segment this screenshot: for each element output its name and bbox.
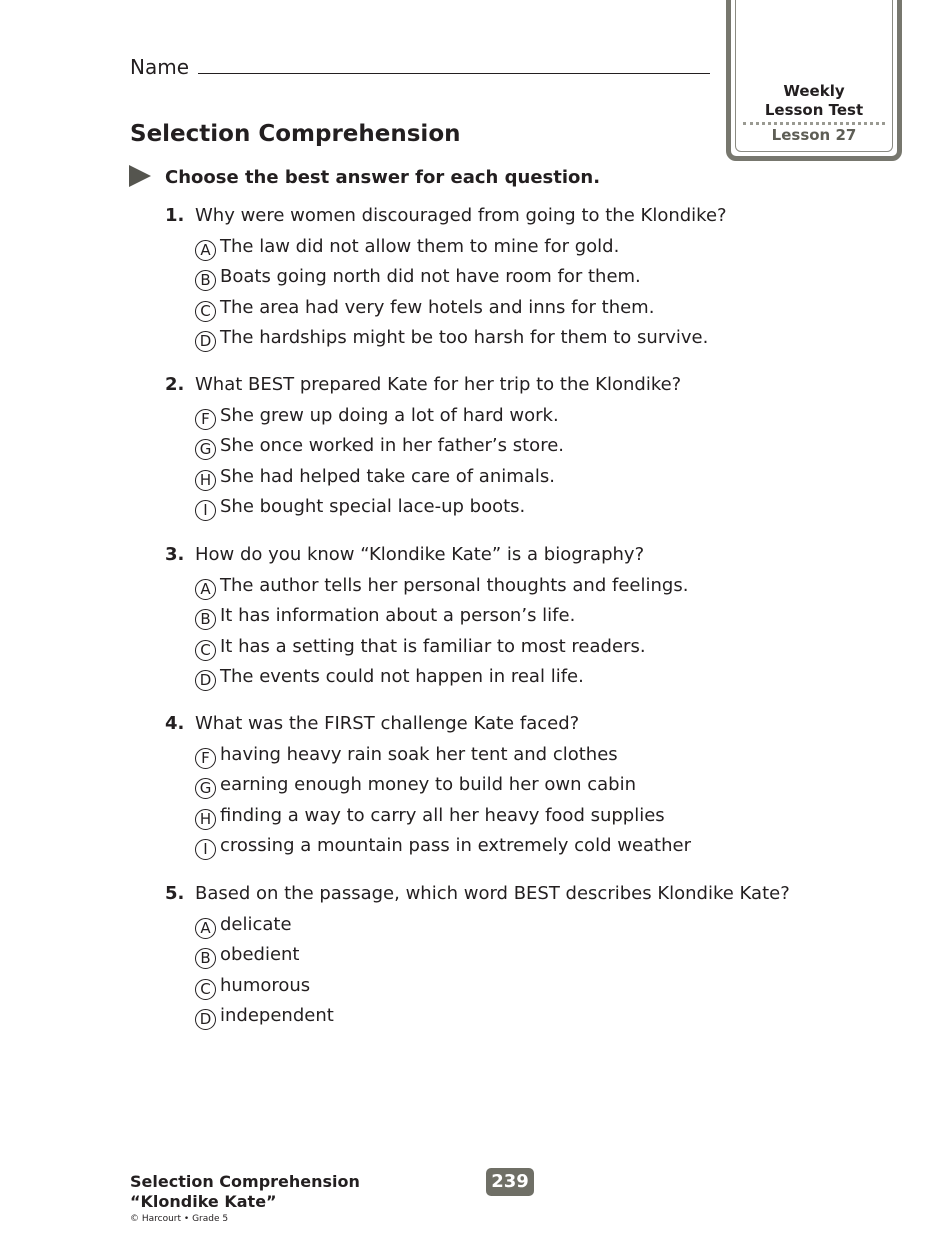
question-text: How do you know “Klondike Kate” is a biography?: [195, 544, 645, 565]
answer-bubble[interactable]: G: [195, 778, 216, 799]
tab-title: [731, 82, 897, 120]
answer-option[interactable]: [165, 431, 681, 462]
question-1: [165, 201, 727, 354]
question-text: Why were women discouraged from going to the Klondike?: [195, 205, 727, 226]
page-number-badge: 239: [486, 1168, 534, 1196]
answer-bubble[interactable]: D: [195, 670, 216, 691]
answer-bubble[interactable]: B: [195, 270, 216, 291]
answer-text: having heavy rain soak her tent and clothes: [220, 743, 618, 765]
answer-text: It has information about a person’s life.: [220, 605, 576, 626]
answer-option[interactable]: [165, 262, 727, 293]
weekly-lesson-test-tab: [726, 0, 902, 161]
answer-option[interactable]: [165, 571, 688, 602]
answer-text: She once worked in her father’s store.: [220, 435, 564, 456]
footer-title-line2: “Klondike Kate”: [130, 1192, 277, 1211]
question-number: 4.: [165, 713, 185, 734]
question-number: 1.: [165, 205, 185, 226]
answer-option[interactable]: [165, 601, 688, 632]
question-number: 2.: [165, 374, 185, 395]
question-text: What was the FIRST challenge Kate faced?: [195, 713, 580, 734]
answer-bubble[interactable]: C: [195, 640, 216, 661]
answer-text: obedient: [220, 944, 300, 965]
answer-text: delicate: [220, 913, 292, 935]
answer-text: She bought special lace-up boots.: [220, 496, 526, 517]
question-2: [165, 370, 681, 523]
answer-option[interactable]: [165, 1001, 790, 1032]
answer-option[interactable]: [165, 971, 790, 1002]
answer-bubble[interactable]: H: [195, 470, 216, 491]
answer-text: The law did not allow them to mine for gold.: [220, 235, 620, 257]
question-5: [165, 879, 790, 1032]
answer-bubble[interactable]: C: [195, 301, 216, 322]
answer-text: crossing a mountain pass in extremely cold weather: [220, 835, 691, 856]
question-4: [165, 709, 691, 862]
answer-option[interactable]: [165, 462, 681, 493]
answer-bubble[interactable]: B: [195, 948, 216, 969]
instruction-text: Choose the best answer for each question.: [165, 167, 601, 188]
answer-text: She had helped take care of animals.: [220, 465, 555, 487]
answer-bubble[interactable]: F: [195, 748, 216, 769]
tab-title-line1: Weekly: [783, 82, 845, 100]
answer-option[interactable]: [165, 632, 688, 663]
answer-option[interactable]: [165, 323, 727, 354]
question-text: Based on the passage, which word BEST describes Klondike Kate?: [195, 883, 790, 904]
question-3: [165, 540, 688, 693]
answer-bubble[interactable]: A: [195, 240, 216, 261]
answer-option[interactable]: [165, 801, 691, 832]
name-write-line[interactable]: [198, 73, 710, 74]
answer-option[interactable]: [165, 910, 790, 941]
answer-bubble[interactable]: D: [195, 1009, 216, 1030]
answer-bubble[interactable]: G: [195, 439, 216, 460]
answer-text: earning enough money to build her own cabin: [220, 774, 637, 795]
answer-option[interactable]: [165, 662, 688, 693]
answer-text: The hardships might be too harsh for them to survive.: [220, 327, 709, 348]
answer-text: humorous: [220, 974, 311, 996]
answer-bubble[interactable]: D: [195, 331, 216, 352]
question-number: 5.: [165, 883, 185, 904]
arrow-bullet-icon: [129, 165, 151, 187]
answer-text: Boats going north did not have room for them.: [220, 266, 641, 287]
answer-option[interactable]: [165, 740, 691, 771]
answer-text: finding a way to carry all her heavy food supplies: [220, 804, 665, 826]
footer-title-line1: Selection Comprehension: [130, 1172, 360, 1191]
answer-bubble[interactable]: C: [195, 979, 216, 1000]
answer-option[interactable]: [165, 940, 790, 971]
answer-text: The area had very few hotels and inns for them.: [220, 296, 655, 318]
answer-text: The author tells her personal thoughts and feelings.: [220, 574, 689, 596]
answer-option[interactable]: [165, 492, 681, 523]
tab-title-line2: Lesson Test: [764, 101, 864, 119]
answer-option[interactable]: [165, 770, 691, 801]
answer-text: She grew up doing a lot of hard work.: [220, 404, 559, 426]
name-label: Name: [130, 55, 190, 79]
answer-text: independent: [220, 1005, 334, 1026]
tab-lesson-number: Lesson 27: [771, 126, 857, 144]
question-number: 3.: [165, 544, 185, 565]
answer-option[interactable]: [165, 232, 727, 263]
answer-text: The events could not happen in real life.: [220, 666, 584, 687]
answer-text: It has a setting that is familiar to most readers.: [220, 635, 646, 657]
answer-option[interactable]: [165, 293, 727, 324]
answer-bubble[interactable]: I: [195, 839, 216, 860]
answer-bubble[interactable]: I: [195, 500, 216, 521]
section-title: Selection Comprehension: [130, 121, 461, 147]
tab-dotted-divider: [743, 122, 885, 125]
question-text: What BEST prepared Kate for her trip to the Klondike?: [195, 374, 682, 395]
answer-bubble[interactable]: F: [195, 409, 216, 430]
answer-option[interactable]: [165, 401, 681, 432]
footer-copyright: © Harcourt • Grade 5: [130, 1214, 229, 1224]
answer-bubble[interactable]: A: [195, 579, 216, 600]
answer-option[interactable]: [165, 831, 691, 862]
answer-bubble[interactable]: H: [195, 809, 216, 830]
answer-bubble[interactable]: B: [195, 609, 216, 630]
footer-title: [130, 1172, 360, 1212]
answer-bubble[interactable]: A: [195, 918, 216, 939]
